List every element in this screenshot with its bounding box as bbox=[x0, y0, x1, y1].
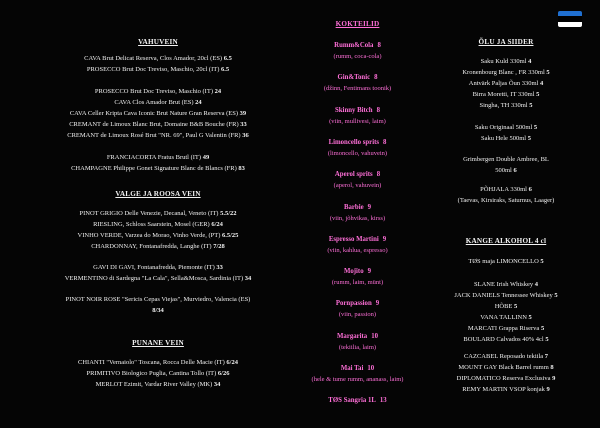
cocktail-ingredients: (hele & tume rumm, ananass, laim) bbox=[311, 376, 404, 383]
cocktail-name bbox=[300, 300, 415, 307]
estonia-flag-icon bbox=[558, 11, 582, 27]
item-name: CHARDONNAY, Fontanafredda, Langhe (IT) bbox=[91, 243, 212, 250]
menu-item bbox=[6, 295, 310, 304]
item-price: 5 bbox=[529, 102, 533, 109]
section-title-beer: ÕLU JA SIIDER bbox=[478, 38, 534, 46]
menu-item bbox=[6, 120, 310, 129]
menu-item bbox=[420, 385, 592, 394]
menu-item bbox=[6, 369, 310, 378]
item-name: RIESLING, Schloss Saarstein, Mosel (GER) bbox=[93, 221, 210, 228]
item-name: 500ml bbox=[495, 167, 512, 174]
menu-item bbox=[420, 313, 592, 322]
item-price: 83 bbox=[238, 165, 245, 172]
cocktail-title: Rumm&Cola bbox=[334, 42, 374, 49]
item-name: CREMANT de Limoux Blanc Brut, Domaine B&B Bouche (FR) bbox=[69, 121, 239, 128]
menu-item bbox=[420, 324, 592, 333]
item-name: Saku Hele 500ml bbox=[480, 135, 527, 142]
cocktail-title: Mai Tai bbox=[340, 365, 364, 372]
item-name: CAZCABEL Reposado tekiila bbox=[463, 353, 544, 360]
item-name: Singha, TH 330ml bbox=[479, 102, 528, 109]
item-price: 9 bbox=[546, 386, 550, 393]
cocktail-price: 8 bbox=[374, 74, 378, 82]
cocktail-ingredients: (viin, kahlua, espresso) bbox=[327, 246, 388, 254]
menu-item bbox=[6, 164, 310, 173]
cocktail-price: 10 bbox=[371, 332, 378, 340]
menu-item bbox=[6, 109, 310, 118]
menu-item bbox=[6, 220, 310, 229]
item-price: 5 bbox=[514, 303, 518, 310]
item-name: Grimbergen Double Ambree, BL bbox=[463, 156, 549, 163]
cocktail-ingredients: (aperol, vahuvein) bbox=[333, 182, 382, 190]
item-name: Antvärk Paljas Õun 330ml bbox=[468, 80, 539, 87]
item-price: 33 bbox=[240, 121, 247, 128]
cocktail-title: Espresso Martini bbox=[328, 235, 379, 243]
item-price: 49 bbox=[202, 154, 210, 161]
menu-item bbox=[420, 57, 592, 66]
menu-item bbox=[6, 358, 310, 367]
cocktail-price: 9 bbox=[367, 203, 372, 211]
item-name: CAVA Clos Amador Brut (ES) bbox=[114, 99, 194, 106]
menu-item bbox=[420, 291, 592, 300]
cocktail-ingredients: (viin, jõhvikas, kirss) bbox=[329, 214, 386, 222]
menu-item bbox=[420, 166, 592, 175]
cocktail-title: Barbie bbox=[343, 203, 364, 211]
menu-item bbox=[6, 263, 310, 272]
item-name: SLANE Irish Whiskey bbox=[474, 281, 534, 288]
cocktail-name bbox=[300, 139, 415, 146]
menu-item bbox=[420, 101, 592, 110]
cocktail-price: 10 bbox=[367, 365, 375, 372]
cocktail-ingredients: (džinn, Fentimans toonik) bbox=[323, 85, 392, 93]
menu-item bbox=[6, 242, 310, 251]
item-name: CHAMPAGNE Philippe Gonet Signature Blanc de Blancs (FR) bbox=[71, 165, 237, 172]
cocktail-name bbox=[300, 107, 415, 114]
menu-item bbox=[6, 87, 310, 96]
item-name: CREMANT de Limoux Rosé Brut "NR. 69", Paul G Valentin (FR) bbox=[67, 132, 241, 139]
cocktail-name bbox=[300, 268, 415, 275]
item-price: 6 bbox=[528, 186, 532, 193]
item-name: FRANCIACORTA Fratus Brutl (IT) bbox=[106, 154, 202, 161]
item-price: 34 bbox=[213, 381, 221, 388]
item-name: Birra Moretti, IT 330ml bbox=[472, 91, 535, 98]
cocktail-name bbox=[300, 333, 415, 340]
cocktail-name bbox=[300, 204, 415, 211]
item-price: 8 bbox=[550, 364, 554, 371]
item-price: 4 bbox=[528, 58, 532, 65]
section-title-white-rose: VALGE JA ROOSA VEIN bbox=[115, 190, 201, 198]
item-price-line bbox=[6, 306, 310, 315]
cocktail-title: TØS Sangria 1L bbox=[328, 397, 376, 405]
item-price: 6/24 bbox=[226, 359, 238, 366]
item-name: MARCATI Grappa Riserva bbox=[467, 325, 540, 332]
section-title-cocktails: KOKTEILID bbox=[335, 20, 380, 28]
cocktail-name bbox=[300, 74, 415, 81]
menu-item bbox=[6, 153, 310, 162]
item-price: 5.5/22 bbox=[220, 210, 237, 217]
cocktail-price: 13 bbox=[379, 397, 387, 405]
item-name: Kronenbourg Blanc , FR 330ml bbox=[462, 69, 545, 76]
item-name: Saku Kuld 330ml bbox=[480, 58, 527, 65]
item-name: PRIMITIVO Biologico Puglia, Cantina Tollo (IT) bbox=[86, 370, 217, 377]
menu-item bbox=[6, 380, 310, 389]
menu-item bbox=[420, 155, 592, 164]
menu-item bbox=[420, 302, 592, 311]
cocktail-title: Margarita bbox=[337, 332, 368, 340]
item-price: 6/24 bbox=[211, 221, 223, 228]
item-price: 6/26 bbox=[217, 370, 230, 377]
cocktail-title: Mojito bbox=[343, 268, 364, 276]
item-price: 7 bbox=[544, 353, 549, 360]
item-name: PÕHJALA 330ml bbox=[480, 186, 527, 193]
item-price: 5 bbox=[546, 69, 550, 76]
item-price: 6.5 bbox=[221, 66, 230, 73]
item-price: 24 bbox=[195, 99, 202, 106]
item-name: PINOT GRIGIO Delle Venezie, Decanal, Veneto (IT) bbox=[79, 210, 219, 217]
menu-item bbox=[6, 98, 310, 107]
item-name: TØS maja LIMONCELLO bbox=[468, 258, 539, 265]
item-name: CHIANTI "Vernaiolo" Toscana, Rocca Delle Macie (IT) bbox=[78, 359, 225, 366]
item-price: 24 bbox=[214, 88, 222, 95]
menu-item bbox=[6, 209, 310, 218]
cocktail-name bbox=[300, 236, 415, 243]
cocktail-price: 8 bbox=[376, 106, 380, 114]
item-name: MOUNT GAY Black Barrel rumm bbox=[458, 364, 549, 371]
item-price: 4 bbox=[539, 80, 544, 87]
menu-item bbox=[420, 374, 592, 383]
cocktail-name bbox=[300, 42, 415, 49]
cocktail-title: Gin&Tonic bbox=[337, 74, 371, 82]
item-name: DIPLOMATICO Reserva Exclusiva bbox=[456, 375, 551, 382]
item-name: PROSECCO Brut Doc Treviso, Maschio (IT) bbox=[94, 88, 213, 95]
cocktail-price: 9 bbox=[382, 235, 387, 243]
item-price: 33 bbox=[216, 264, 223, 271]
item-price: 39 bbox=[239, 110, 247, 117]
item-price: 4 bbox=[534, 281, 538, 288]
item-name: VINHO VERDE, Varzea do Morao, Vinho Verde, (PT) bbox=[77, 232, 221, 239]
menu-item bbox=[420, 79, 592, 88]
item-price: 34 bbox=[244, 275, 252, 282]
menu-item bbox=[6, 54, 310, 63]
item-price: 8/34 bbox=[152, 307, 164, 314]
cocktail-ingredients: (rumm, laim, münt) bbox=[331, 279, 384, 287]
cocktail-title: Limoncello sprits bbox=[328, 138, 379, 146]
cocktail-ingredients: (tekiilia, laim) bbox=[338, 343, 377, 351]
item-name: CAVA Celler Kripta Cava Iconic Brut Nature Gran Reserva (ES) bbox=[69, 110, 239, 117]
cocktail-price: 8 bbox=[377, 42, 381, 49]
cocktail-name bbox=[300, 365, 415, 372]
item-price: 5 bbox=[545, 336, 549, 343]
item-name: PINOT NOIR ROSE "Sericis Cepas Viejas", Murviedro, Valencia (ES) bbox=[65, 296, 251, 303]
item-name: VANA TALLINN bbox=[480, 314, 527, 321]
item-price: 5 bbox=[536, 91, 540, 98]
cocktail-ingredients: (limoncello, vahuvein) bbox=[327, 149, 388, 157]
menu-item bbox=[420, 134, 592, 143]
menu-item bbox=[6, 65, 310, 74]
item-name: CAVA Brut Delicat Reserva, Clos Amador, 20cl (ES) bbox=[84, 55, 223, 62]
menu-item bbox=[420, 363, 592, 372]
menu-item bbox=[420, 68, 592, 77]
section-title-sparkling: VAHUVEIN bbox=[138, 38, 178, 46]
menu-item bbox=[420, 196, 592, 205]
cocktail-ingredients: (viin, mullivesi, laim) bbox=[329, 117, 386, 125]
item-price: 6.5 bbox=[223, 55, 232, 62]
item-price: 5 bbox=[554, 292, 558, 299]
cocktail-ingredients: (viin, passion) bbox=[338, 311, 377, 319]
item-price: 5 bbox=[540, 258, 544, 265]
section-title-red: PUNANE VEIN bbox=[132, 339, 184, 347]
cocktail-title: Pornpassion bbox=[335, 300, 372, 308]
item-name: PROSECCO Brut Doc Treviso, Maschio, 20cl (IT) bbox=[86, 66, 220, 73]
cocktail-name bbox=[300, 397, 415, 404]
menu-item bbox=[6, 231, 310, 240]
section-title-spirits: KANGE ALKOHOL 4 cl bbox=[465, 237, 547, 245]
item-price: 36 bbox=[242, 132, 249, 139]
cocktail-name bbox=[300, 171, 415, 178]
item-name: BOULARD Calvados 40% 4cl bbox=[463, 336, 544, 343]
item-name: REMY MARTIN VSOP konjak bbox=[462, 386, 545, 393]
menu-item bbox=[420, 90, 592, 99]
menu-item bbox=[420, 280, 592, 289]
item-price: 6 bbox=[513, 167, 517, 174]
cocktail-title: Aperol sprits bbox=[334, 171, 373, 179]
item-price: 9 bbox=[552, 375, 556, 382]
menu-item bbox=[420, 185, 592, 194]
cocktail-price: 9 bbox=[367, 268, 372, 276]
item-price: 5 bbox=[540, 325, 545, 332]
cocktail-price: 8 bbox=[376, 171, 381, 179]
item-name: HÕBE bbox=[494, 303, 513, 310]
item-name: VERMENTINO di Sardegna "La Cala", Sella&Mosca, Sardinia (IT) bbox=[64, 275, 244, 282]
item-name: Saku Originaal 500ml bbox=[474, 124, 533, 131]
item-price: 7/28 bbox=[213, 243, 225, 250]
item-price: 5 bbox=[528, 314, 532, 321]
menu-item bbox=[420, 335, 592, 344]
menu-item bbox=[6, 274, 310, 283]
item-name: GAVI DI GAVI, Fontanafredda, Piemonte (IT) bbox=[93, 264, 215, 271]
cocktail-price: 8 bbox=[383, 138, 387, 146]
cocktail-price: 9 bbox=[375, 300, 380, 308]
item-price: 5 bbox=[527, 135, 531, 142]
menu-item bbox=[420, 257, 592, 266]
item-name: JACK DANIELS Tennessee Whiskey bbox=[454, 292, 553, 299]
item-name: MERLOT Ezimit, Vardar River Valley (MK) bbox=[95, 381, 213, 388]
item-price: 6.5/25 bbox=[222, 232, 239, 239]
item-price: 5 bbox=[533, 124, 538, 131]
cocktail-title: Skinny Bitch bbox=[335, 106, 373, 114]
cocktail-ingredients: (rumm, coca-cola) bbox=[333, 53, 382, 60]
menu-item bbox=[6, 131, 310, 140]
item-name: (Taevas, Kirsiraks, Saturnus, Laager) bbox=[457, 197, 555, 204]
menu-item bbox=[420, 352, 592, 361]
menu-item bbox=[420, 123, 592, 132]
